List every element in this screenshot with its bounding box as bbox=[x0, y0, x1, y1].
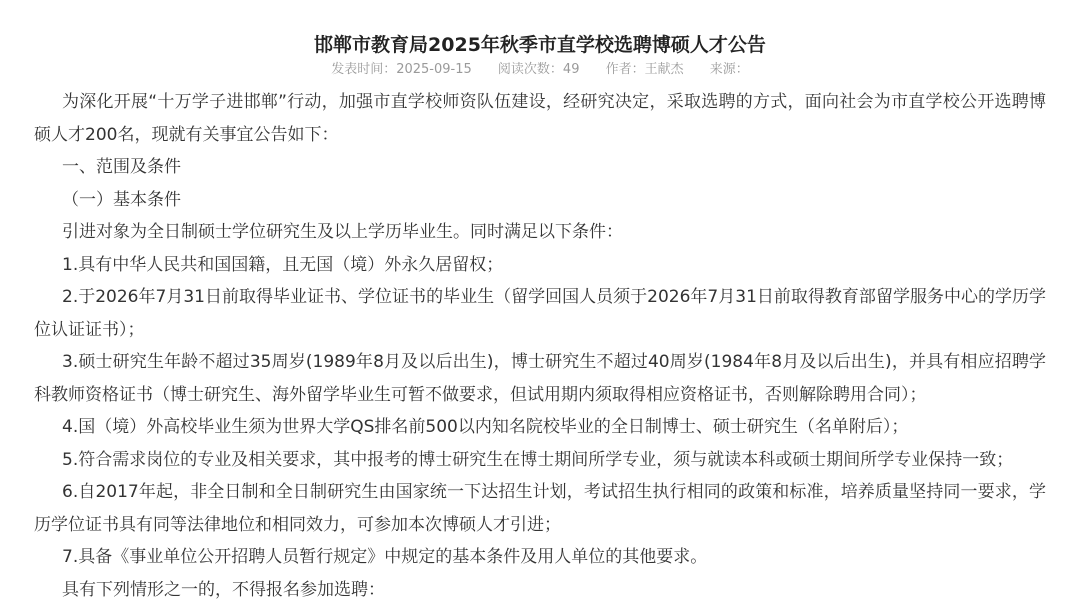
read-count: 阅读次数：49 bbox=[497, 62, 580, 77]
paragraph-exclusions-intro: 具有下列情形之一的，不得报名参加选聘： bbox=[62, 579, 385, 600]
paragraph-condition-4: 4.国（境）外高校毕业生须为世界大学QS排名前500以内知名院校毕业的全日制博士、硕士研究生（名单附后）； bbox=[62, 417, 909, 437]
paragraph-condition-2: 2.于2026年7月31日前取得毕业证书、学位证书的毕业生（留学回国人员须于2026年7月31日前取得教育部留学服务中心的学历学位认证证书）； bbox=[34, 287, 1046, 340]
paragraph-condition-6: 6.自2017年起，非全日制和全日制研究生由国家统一下达招生计划，考试招生执行相同的政策和标准，培养质量坚持同一要求，学历学位证书具有同等法律地位和相同效力，可参加本次博硕人才引进； bbox=[34, 482, 1046, 535]
paragraph-condition-1: 1.具有中华人民共和国国籍，且无国（境）外永久居留权； bbox=[62, 254, 504, 275]
paragraph-eligibility-intro: 引进对象为全日制硕士学位研究生及以上学历毕业生。同时满足以下条件： bbox=[62, 222, 623, 242]
article-body bbox=[34, 86, 1046, 606]
paragraph-section-heading: 一、范围及条件 bbox=[62, 157, 181, 177]
author: 作者：王献杰 bbox=[605, 62, 684, 77]
paragraph-condition-5: 5.符合需求岗位的专业及相关要求，其中报考的博士研究生在博士期间所学专业，须与就读本科或硕士期间所学专业保持一致； bbox=[62, 449, 1014, 470]
paragraph-condition-7: 7.具备《事业单位公开招聘人员暂行规定》中规定的基本条件及用人单位的其他要求。 bbox=[62, 547, 708, 567]
source: 来源： bbox=[709, 62, 749, 77]
paragraph-condition-3: 3.硕士研究生年龄不超过35周岁(1989年8月及以后出生)，博士研究生不超过40周岁(1984年8月及以后出生)，并具有相应招聘学科教师资格证书（博士研究生、海外留学毕业生可暂不做要求，但试用期内须取得相应资格证书，否则解除聘用合同）； bbox=[34, 352, 1046, 405]
publish-time: 发表时间：2025-09-15 bbox=[331, 62, 472, 77]
article-title: 邯郸市教育局2025年秋季市直学校选聘博硕人才公告 bbox=[314, 34, 766, 56]
article-meta bbox=[34, 61, 1046, 79]
paragraph-intro: 为深化开展“十万学子进邯郸”行动，加强市直学校师资队伍建设，经研究决定，采取选聘的方式，面向社会为市直学校公开选聘博硕人才200名，现就有关事宜公告如下： bbox=[34, 92, 1046, 145]
paragraph-subsection-heading: （一）基本条件 bbox=[62, 189, 181, 210]
